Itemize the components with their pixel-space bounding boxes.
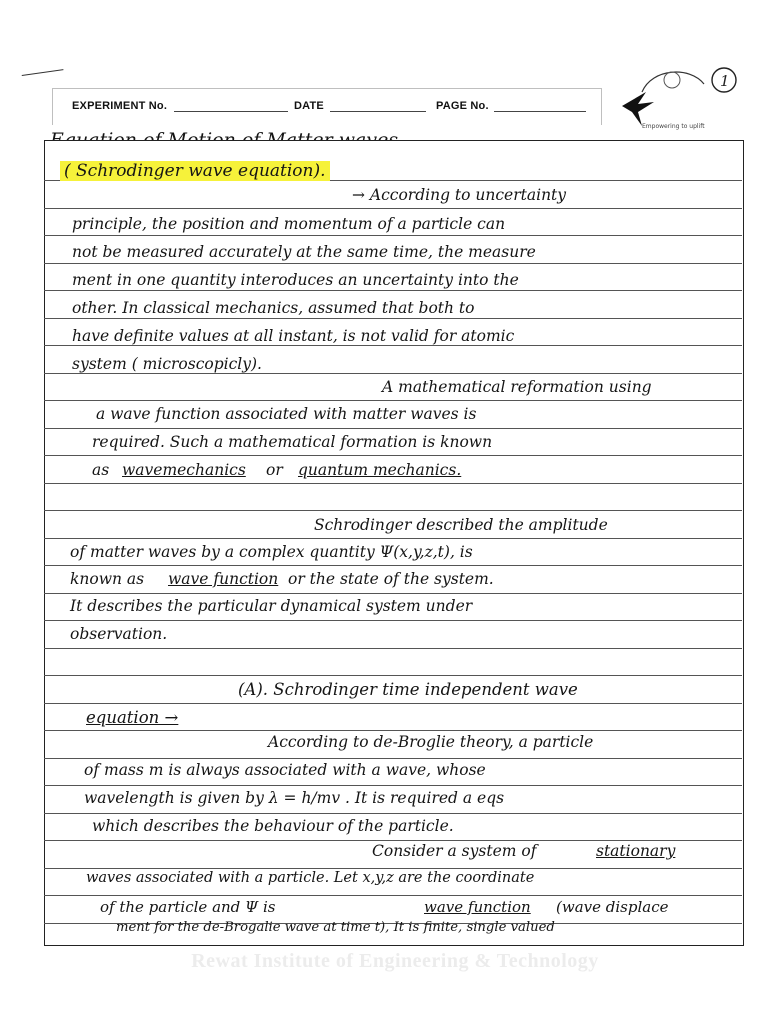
ruled-line — [44, 895, 742, 896]
ruled-line — [44, 345, 742, 346]
ruled-line — [44, 593, 742, 594]
ruled-line — [44, 758, 742, 759]
page-no-field-line — [494, 111, 586, 112]
ruled-line — [44, 318, 742, 319]
ruled-line — [44, 483, 742, 484]
ruled-line — [44, 703, 742, 704]
ruled-line — [44, 510, 742, 511]
ruled-line — [44, 263, 742, 264]
logo-arc — [642, 72, 704, 92]
underlined-term: wave function — [168, 570, 279, 588]
star-logo-icon — [622, 92, 654, 126]
college-logo — [612, 62, 740, 134]
ruled-line — [44, 208, 742, 209]
logo-tagline: Empowering to uplift — [642, 123, 705, 130]
page-number: 1 — [720, 72, 730, 90]
footer-watermark: Rewat Institute of Engineering & Technology — [191, 950, 599, 972]
experiment-label: EXPERIMENT No. — [72, 100, 168, 112]
ruled-line — [44, 538, 742, 539]
experiment-field-line — [174, 111, 288, 112]
pen-stroke — [22, 69, 65, 82]
underlined-term: wave function — [424, 898, 531, 916]
ruled-line — [44, 730, 742, 731]
notebook-page: EXPERIMENT No. DATE PAGE No. 1 Empowering to uplift ( Schrodinger wave equation). → According to uncertainty principle, the position and momentum of a particle can not be measured accurately at the same time, the measure ment in one quantity interoduces an uncertainty into the other. In classical mechanics, assumed that both to have definite values at all instant, is not valid for atomic system ( microscopicly). A mathematical reformation using a wave function associated with matter waves is required. Such a mathematical formation is known as wavemechanics or quantum mechanics. Schrodinger described the amplitude of matter waves by a complex quantity Ψ(x,y,z,t), is known as wave function or the state of the system. It describes the particular dynamical system under observation. (A). Schrodinger time independent wave equation → According to de-Broglie theory, a particle of mass m is always associated with a wave, whose wavelength is given by λ = h/mv . It is required a eqs which describes the behaviour of the particle. Consider a system of stationary waves associated with a particle. Let x,y,z are the coordinate of the particle and Ψ is wave function (wave displace ment for the de-Brogalie wave at time t), It is finite, single valued Rewat Institute of Engineering & Technology — [0, 0, 768, 1024]
date-label: DATE — [294, 100, 324, 112]
ruled-line — [44, 785, 742, 786]
ruled-line — [44, 428, 742, 429]
underlined-term: stationary — [596, 842, 676, 860]
underlined-term: wavemechanics — [122, 461, 246, 479]
ruled-line — [44, 620, 742, 621]
ruled-line — [44, 565, 742, 566]
ruled-line — [44, 675, 742, 676]
underlined-term: quantum mechanics. — [298, 461, 462, 479]
ruled-line — [44, 235, 742, 236]
date-field-line — [330, 111, 426, 112]
ruled-line — [44, 648, 742, 649]
ruled-line — [44, 840, 742, 841]
highlighted-subtitle: ( Schrodinger wave equation). — [60, 161, 330, 181]
ruled-line — [44, 455, 742, 456]
ruled-line — [44, 290, 742, 291]
ruled-line — [44, 373, 742, 374]
ruled-line — [44, 813, 742, 814]
page-no-label: PAGE No. — [436, 100, 489, 112]
ruled-line — [44, 400, 742, 401]
ruled-line — [44, 868, 742, 869]
